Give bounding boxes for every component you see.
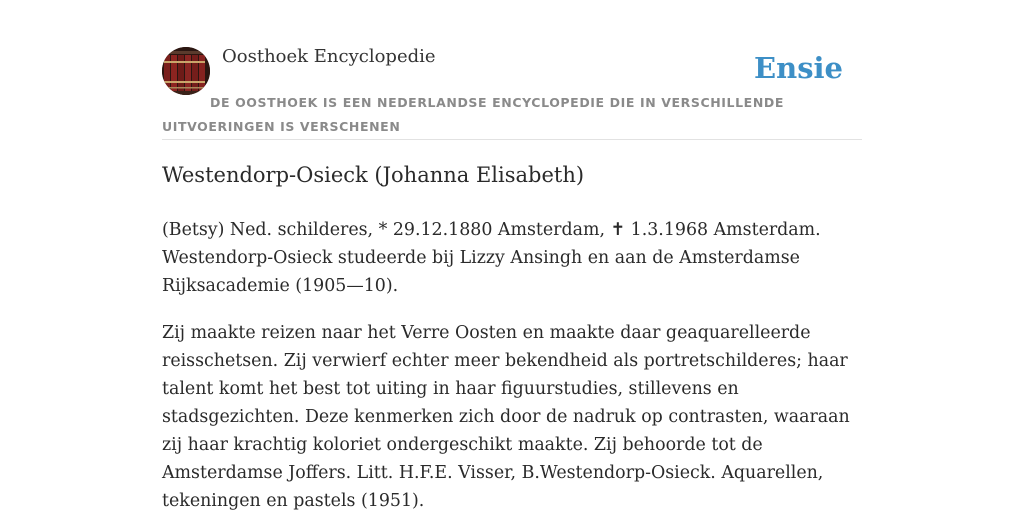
- site-tagline: DE OOSTHOEK IS EEN NEDERLANDSE ENCYCLOPEDIE DIE IN VERSCHILLENDE UITVOERINGEN IS VERSCHENEN: [162, 95, 784, 134]
- article-paragraph: (Betsy) Ned. schilderes, * 29.12.1880 Amsterdam, ✝ 1.3.1968 Amsterdam. Westendorp-Osieck studeerde bij Lizzy Ansingh en aan de Amsterdamse Rijksacademie (1905—10).: [162, 220, 821, 296]
- article-title: Westendorp-Osieck (Johanna Elisabeth): [162, 163, 585, 187]
- encyclopedia-books-icon[interactable]: [162, 47, 210, 95]
- site-title[interactable]: Oosthoek Encyclopedie: [222, 46, 436, 67]
- brand-logo[interactable]: Ensie: [754, 51, 843, 85]
- page-container: [162, 0, 862, 511]
- article-paragraph: Zij maakte reizen naar het Verre Oosten en maakte daar geaquarelleerde reisschetsen. Zij verwierf echter meer bekendheid als portretschilderes; haar talent komt het best tot uiting in haar figuurstudies, stillevens en stadsgezichten. Deze kenmerken zich door de nadruk op contrasten, waaraan zij haar krachtig koloriet ondergeschikt maakte. Zij behoorde tot de Amsterdamse Joffers. Litt. H.F.E. Visser, B.Westendorp-Osieck. Aquarellen, tekeningen en pastels (1951).: [162, 323, 850, 511]
- site-header: [162, 0, 862, 140]
